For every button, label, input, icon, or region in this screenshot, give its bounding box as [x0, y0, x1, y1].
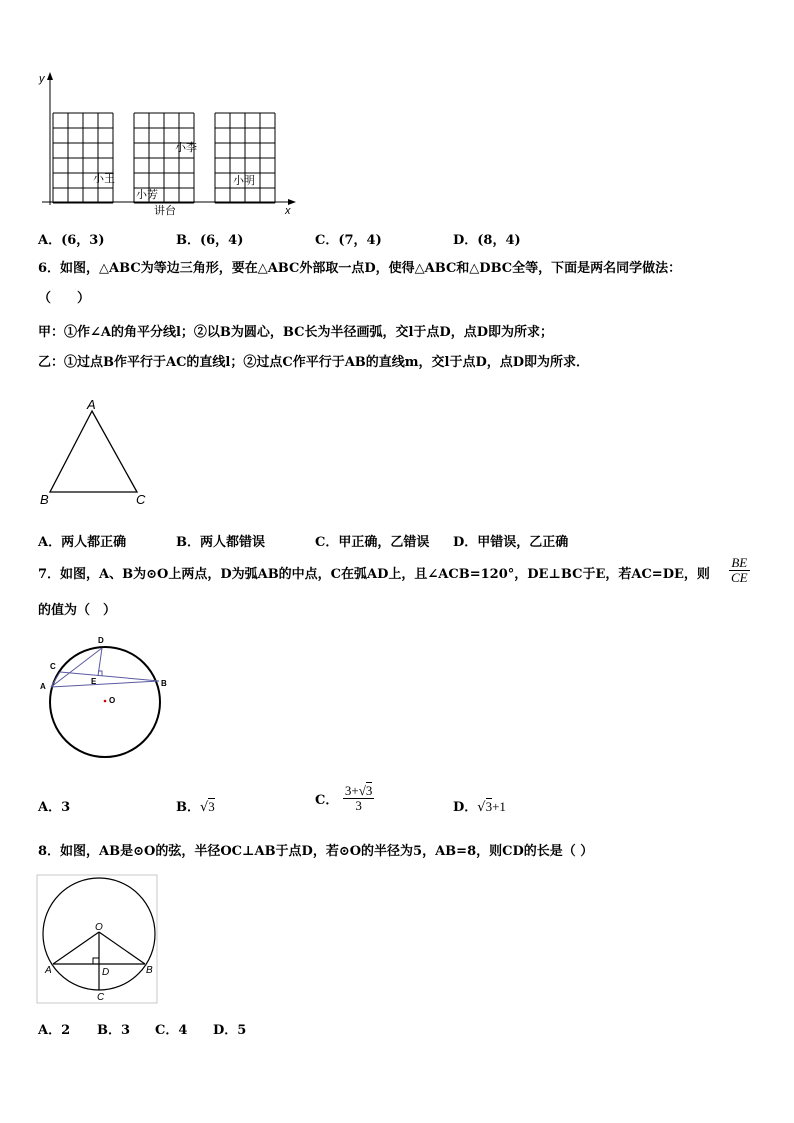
y-axis-label: y — [39, 73, 45, 85]
q6-option-a[interactable]: A．两人都正确 — [38, 535, 127, 550]
q7-option-d-radicand: 3 — [485, 799, 493, 814]
q5-option-b[interactable]: B．(6，4) — [176, 233, 244, 248]
q6-answer-blank: （ ） — [38, 291, 91, 306]
q8-option-d[interactable]: D．5 — [213, 1023, 247, 1038]
vertex-b-label: B — [40, 492, 49, 507]
q8-option-a[interactable]: A．2 — [38, 1023, 71, 1038]
q7-option-d[interactable] — [453, 796, 506, 815]
label-xiaowang: 小王 — [93, 173, 115, 185]
classroom-seating-figure — [30, 68, 310, 220]
q7-fraction-be-ce — [729, 556, 750, 585]
point-a-label: A — [40, 682, 46, 691]
q7-circle-figure — [36, 632, 176, 760]
q8-circle-figure — [36, 874, 162, 1006]
q5-option-a[interactable]: A．(6，3) — [38, 233, 105, 248]
point-o-label: O — [109, 696, 116, 705]
q6-option-d[interactable]: D．甲错误，乙正确 — [453, 535, 569, 550]
label-xiaoming: 小明 — [233, 175, 255, 187]
seat-grid-3 — [215, 113, 275, 203]
vertex-a-label: A — [87, 397, 96, 412]
q7-option-b-radicand: 3 — [208, 799, 215, 814]
q7-option-d-letter: D． — [453, 800, 478, 815]
segment-de — [98, 648, 102, 676]
q8-option-c[interactable]: C．4 — [155, 1023, 188, 1038]
q8-stem: 8．如图，AB是⊙O的弦，半径OC⊥AB于点D，若⊙O的半径为5，AB=8，则CD的长是（ ） — [38, 844, 594, 859]
label-xiaoli: 小李 — [175, 142, 197, 154]
center-point — [104, 700, 107, 703]
q6-option-b[interactable]: B．两人都错误 — [176, 535, 265, 550]
triangle-abc — [50, 411, 137, 492]
point-b-label: B — [161, 679, 167, 688]
q7-option-c-letter: C． — [315, 793, 339, 808]
q7-option-c[interactable] — [315, 784, 374, 813]
q5-option-c[interactable]: C．(7，4) — [315, 233, 382, 248]
point-c-label: C — [97, 992, 105, 1003]
q7-option-b[interactable] — [176, 796, 215, 815]
q7-option-c-den: 3 — [355, 798, 362, 813]
q6-stem: 6．如图，△ABC为等边三角形，要在△ABC外部取一点D，使得△ABC和△DBC全等，下面是两名同学做法： — [38, 261, 682, 276]
q7-fraction-denominator: CE — [731, 570, 748, 585]
point-a-label: A — [45, 965, 52, 976]
point-e-label: E — [91, 677, 97, 686]
point-d-label: D — [102, 967, 110, 978]
q8-option-b[interactable]: B．3 — [97, 1023, 131, 1038]
chord-ab — [51, 681, 159, 687]
point-o-label: O — [95, 922, 103, 933]
point-d-label: D — [98, 636, 104, 645]
sqrt-icon: √ — [477, 800, 486, 815]
vertex-c-label: C — [136, 492, 146, 507]
right-angle-mark-d — [93, 958, 99, 964]
seat-grid-1 — [53, 113, 113, 203]
y-axis-arrow — [47, 72, 53, 80]
q7-option-c-radicand: 3 — [365, 783, 373, 798]
sqrt-icon: √ — [200, 800, 209, 815]
q6-method-yi: 乙：①过点B作平行于AC的直线l；②过点C作平行于AB的直线m，交l于点D，点D即为所求． — [38, 355, 590, 370]
point-c-label: C — [50, 662, 56, 671]
q7-option-a[interactable]: A．3 — [38, 800, 71, 815]
q7-stem-end: 的值为（ ） — [38, 603, 117, 618]
q7-fraction-numerator: BE — [729, 556, 750, 571]
q7-option-b-letter: B． — [176, 800, 200, 815]
point-b-label: B — [146, 965, 153, 976]
q6-method-jia: 甲：①作∠A的角平分线l；②以B为圆心，BC长为半径画弧，交l于点D，点D即为所求； — [38, 325, 553, 340]
q7-stem: 7．如图，A、B为⊙O上两点，D为弧AB的中点，C在弧AD上，且∠ACB=120°，DE⊥BC于E，若AC=DE，则 — [38, 567, 710, 582]
q7-option-c-num: 3+ — [344, 783, 359, 798]
q6-triangle-figure — [36, 396, 156, 508]
label-podium: 讲台 — [154, 205, 176, 217]
radius-ob — [99, 932, 145, 964]
x-axis-label: x — [285, 205, 291, 217]
segment-ac — [51, 672, 60, 687]
q7-option-d-suffix: +1 — [492, 799, 506, 814]
segment-cb — [60, 672, 159, 681]
label-xiaofang: 小芳 — [136, 189, 158, 201]
sqrt-icon: √ — [358, 783, 366, 798]
q6-option-c[interactable]: C．甲正确，乙错误 — [315, 535, 430, 550]
q5-option-d[interactable]: D．(8，4) — [453, 233, 521, 248]
radius-oa — [53, 932, 99, 964]
